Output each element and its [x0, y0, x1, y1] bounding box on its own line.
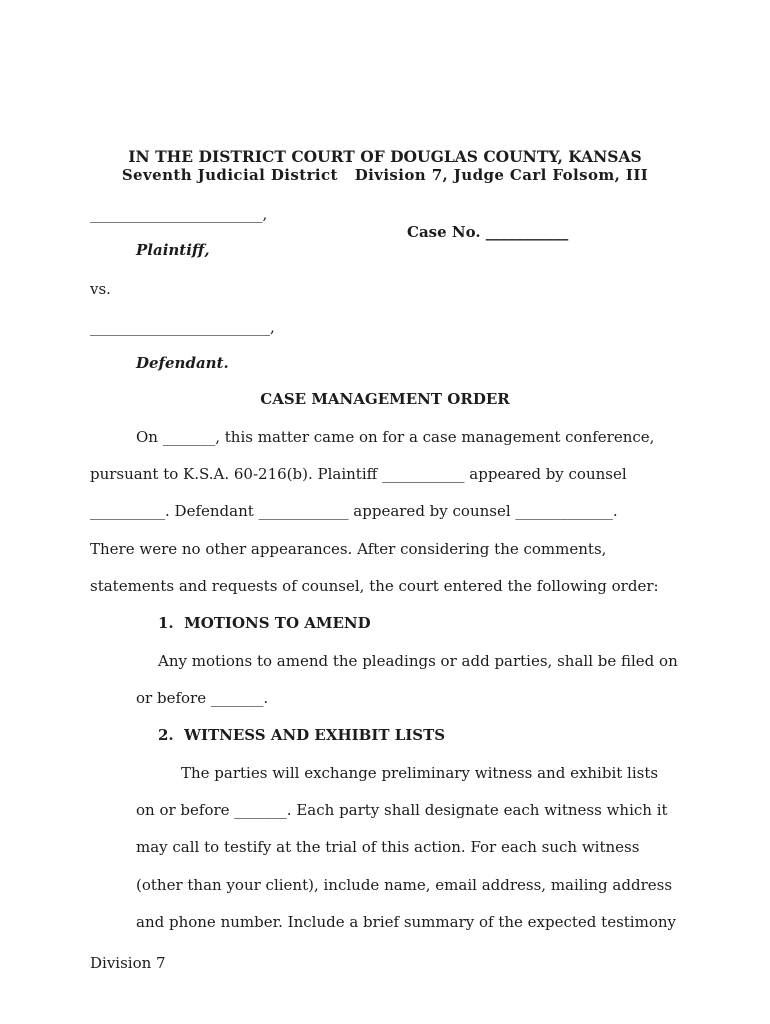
section-line: and phone number. Include a brief summary of the expected testimony	[136, 913, 676, 931]
section-line: Any motions to amend the pleadings or add parties, shall be filed on	[158, 652, 678, 670]
versus-label: vs.	[90, 280, 111, 298]
defendant-blank: ________________________,	[90, 318, 275, 336]
plaintiff-label: Plaintiff,	[136, 241, 210, 259]
intro-line: pursuant to K.S.A. 60-216(b). Plaintiff ___________ appeared by counsel	[90, 465, 627, 483]
intro-line: __________. Defendant ____________ appeared by counsel _____________.	[90, 502, 618, 520]
defendant-label: Defendant.	[136, 354, 229, 372]
court-heading: IN THE DISTRICT COURT OF DOUGLAS COUNTY, KANSAS	[128, 147, 642, 166]
plaintiff-blank: _______________________,	[90, 205, 268, 223]
section-line: The parties will exchange preliminary witness and exhibit lists	[181, 764, 659, 782]
section-line: (other than your client), include name, email address, mailing address	[136, 876, 673, 894]
order-title: CASE MANAGEMENT ORDER	[260, 390, 510, 408]
page-footer: Division 7	[90, 954, 166, 972]
intro-line: statements and requests of counsel, the court entered the following order:	[90, 577, 659, 595]
case-number: Case No. ___________	[407, 223, 569, 241]
district-heading: Seventh Judicial District Division 7, Judge Carl Folsom, III	[121, 166, 649, 184]
section-heading-witness-exhibit-lists: 2. WITNESS AND EXHIBIT LISTS	[158, 726, 446, 744]
intro-line: There were no other appearances. After considering the comments,	[90, 540, 607, 558]
section-line: may call to testify at the trial of this action. For each such witness	[136, 838, 640, 856]
intro-line: On _______, this matter came on for a case management conference,	[136, 428, 655, 446]
section-line: or before _______.	[136, 689, 269, 707]
section-line: on or before _______. Each party shall designate each witness which it	[136, 801, 668, 819]
section-heading-motions-to-amend: 1. MOTIONS TO AMEND	[158, 614, 371, 632]
